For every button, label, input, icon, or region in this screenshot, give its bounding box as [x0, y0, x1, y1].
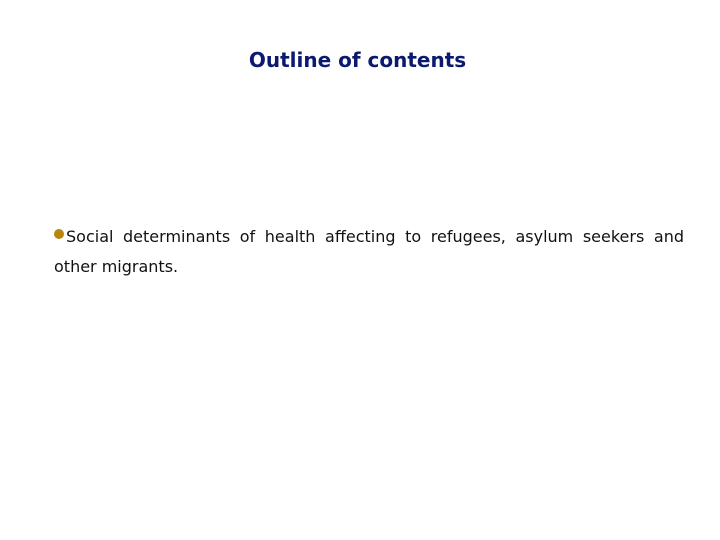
bullet-dot-icon — [54, 229, 64, 239]
slide-title: Outline of contents — [248, 48, 467, 72]
bullet-text: Social determinants of health affecting to refugees, asylum seekers and other migrants. — [54, 227, 684, 276]
bullet-item — [54, 222, 684, 282]
